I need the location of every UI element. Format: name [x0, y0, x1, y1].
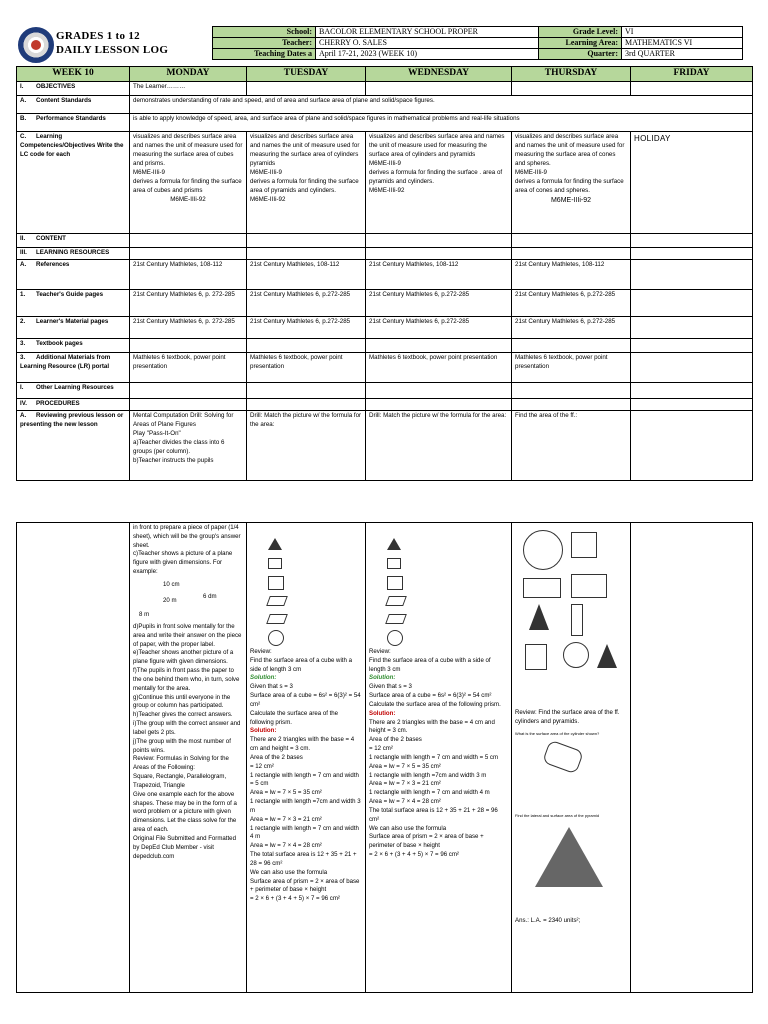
teachers-guide-wednesday: 21st Century Mathletes 6, p.272-285: [366, 289, 512, 316]
learners-material-wednesday: 21st Century Mathletes 6, p.272-285: [366, 316, 512, 338]
match-drill-picture-tuesday: [250, 524, 362, 648]
additional-materials-tuesday: Mathletes 6 textbook, power point presentation: [247, 352, 366, 382]
competencies-thursday: visualizes and describes surface area and names the unit of measure used for measuring the surface area of cones and spheres. M6ME-IIIi-9 derives a formula for finding the surface area of cones and spheres. M6ME-IIIi-92: [512, 131, 631, 233]
page2-wednesday: Review: Find the surface area of a cube with a side of length 3 cm Solution: Given that s = 3 Surface area of a cube = 6s² = 6(3)² = 54 cm² Calculate the surface area of the following prism. Solution: There are 2 triangles with the base = 4 cm and height = 3 cm. Area of the 2 bases = 12 cm² 1 rectangle with length = 7 cm and width = 5 cm Area = lw = 7 × 5 = 35 cm² 1 rectangle with length =7cm and width 3 m Area = lw = 7 × 3 = 21 cm² 1 rectangle with length = 7 cm and width 4 m Area = lw = 7 × 4 = 28 cm² The total surface area is 12 + 35 + 21 + 28 = 96 cm² We can also use the formula Surface area of prism = 2 × area of base + perimeter of base × height = 2 × 6 + (3 + 4 + 5) × 7 = 96 cm²: [366, 523, 512, 993]
wednesday-header: WEDNESDAY: [366, 67, 512, 82]
header-info-table: [212, 26, 743, 60]
area-shapes-picture: [515, 524, 627, 709]
fig-8m: 8 m: [139, 610, 150, 618]
area-label: Learning Area:: [539, 38, 622, 49]
references-tuesday: 21st Century Mathletes, 108-112: [247, 259, 366, 289]
learners-material-label: 2. Learner's Material pages: [17, 316, 130, 338]
teacher-value: CHERRY O. SALES: [316, 38, 539, 49]
area-value: MATHEMATICS VI: [622, 38, 743, 49]
references-label: A. References: [17, 259, 130, 289]
reviewing-label: A. Reviewing previous lesson or presenting the new lesson: [17, 410, 130, 480]
page2-thursday: Review: Find the surface area of the ff. cylinders and pyramids. What is the surface area of the cylinder shown? Find the lateral and surface area of the pyramid Ans.: L.A. = 2340 units²;: [512, 523, 631, 993]
competencies-tuesday: visualizes and describes surface area and names the unit of measure used for measuring the surface area of cylinders pyramids M6ME-IIIi-9 derives a formula for finding the surface area of pyramids and cylinders. M6ME-IIIi-92: [247, 131, 366, 233]
dates-value: April 17-21, 2023 (WEEK 10): [316, 49, 539, 60]
thursday-header: THURSDAY: [512, 67, 631, 82]
additional-materials-wednesday: Mathletes 6 textbook, power point presentation: [366, 352, 512, 382]
friday-header: FRIDAY: [631, 67, 753, 82]
competencies-wednesday: visualizes and describes surface area and names the unit of measure used for measuring the surface area of cylinders and pyramids M6ME-IIIi-9 derives a formula for finding the surface . area of pyramids and cylinders. M6ME-IIIi-92: [366, 131, 512, 233]
quarter-value: 3rd QUARTER: [622, 49, 743, 60]
grade-value: VI: [622, 27, 743, 38]
competencies-label: C. Learning Competencies/Objectives Write the LC code for each: [17, 131, 130, 233]
learning-resources-label: III. LEARNING RESOURCES: [17, 247, 130, 259]
quarter-label: Quarter:: [539, 49, 622, 60]
reviewing-monday: Mental Computation Drill: Solving for Areas of Plane Figures Play "Pass-It-On" a)Teacher divides the class into 6 groups (per column). b)Teacher instructs the pupils: [130, 410, 247, 480]
reviewing-thursday: Find the area of the ff.:: [512, 410, 631, 480]
reviewing-wednesday: Drill: Match the picture w/ the formula for the area:: [366, 410, 512, 480]
page2-monday: in front to prepare a piece of paper (1/4 sheet), which will be the group's answer sheet. c)Teacher shows a picture of a plane figure with given dimensions. For example: 10 cm 6 dm 20 m 8 m d)Pupils in front solve mentally for the area and write their answer on the piece of paper, with the proper label. e)Teacher shows another picture of a plane figure with given dimensions. f)The pupils in front pass the paper to the one behind them who, in turn, solve mentally for the area. g)Continue this until everyone in the group or column has participated. h)Teacher gives the correct answers. i)The group with the correct answer and label gets 2 pts. j)The group with the most number of points wins. Review: Formulas in Solving for the Areas of the Following: Square, Rectangle, Parallelogram, Trapezoid, Triangle Give one example each for the above shapes. These may be in the form of a word problem or a picture with given dimensions. Let the class solve for the area of each. Original File Submitted and Formatted by DepEd Club Member - visit depedclub.com: [130, 523, 247, 993]
content-label: II. CONTENT: [17, 233, 130, 247]
school-value: BACOLOR ELEMENTARY SCHOOL PROPER: [316, 27, 539, 38]
school-label: School:: [213, 27, 316, 38]
monday-header: MONDAY: [130, 67, 247, 82]
performance-standards-label: B. Performance Standards: [17, 113, 130, 131]
learners-material-thursday: 21st Century Mathletes 6, p.272-285: [512, 316, 631, 338]
answer-text: Ans.: L.A. = 2340 units²;: [515, 916, 581, 924]
additional-materials-thursday: Mathletes 6 textbook, power point presentation: [512, 352, 631, 382]
references-monday: 21st Century Mathletes, 108-112: [130, 259, 247, 289]
objectives-value: The Learner………: [130, 81, 247, 95]
content-standards-value: demonstrates understanding of rate and speed, and of area and surface area of plane and solid/space figures.: [130, 95, 753, 113]
teachers-guide-label: 1. Teacher's Guide pages: [17, 289, 130, 316]
friday-holiday: HOLIDAY: [631, 131, 753, 233]
learners-material-tuesday: 21st Century Mathletes 6, p.272-285: [247, 316, 366, 338]
content-standards-label: A. Content Standards: [17, 95, 130, 113]
competencies-monday: visualizes and describes surface area and names the unit of measure used for measuring the surface area of cubes and prisms. M6ME-IIIi-9 derives a formula for finding the surface area of cubes and prisms M6ME-IIIi-92: [130, 131, 247, 233]
references-thursday: 21st Century Mathletes, 108-112: [512, 259, 631, 289]
lesson-table-page1: [16, 66, 753, 481]
fig-20m: 20 m: [163, 596, 177, 604]
performance-standards-value: is able to apply knowledge of speed, area, and surface area of plane and solid/space figures in mathematical problems and real-life situations: [130, 113, 753, 131]
fig-10cm: 10 cm: [163, 580, 180, 588]
fig-6dm: 6 dm: [203, 592, 217, 600]
textbook-pages-label: 3. Textbook pages: [17, 338, 130, 352]
grades-title: GRADES 1 to 12: [56, 30, 140, 42]
objectives-label: I. OBJECTIVES: [17, 81, 130, 95]
week-header: WEEK 10: [17, 67, 130, 82]
teachers-guide-tuesday: 21st Century Mathletes 6, p.272-285: [247, 289, 366, 316]
additional-materials-label: 3. Additional Materials from Learning Resource (LR) portal: [17, 352, 130, 382]
dll-title: DAILY LESSON LOG: [56, 44, 169, 56]
learners-material-monday: 21st Century Mathletes 6, p. 272-285: [130, 316, 247, 338]
deped-seal-icon: [18, 27, 54, 63]
lesson-table-page2: [16, 522, 753, 993]
teacher-label: Teacher:: [213, 38, 316, 49]
tuesday-header: TUESDAY: [247, 67, 366, 82]
teachers-guide-thursday: 21st Century Mathletes 6, p.272-285: [512, 289, 631, 316]
other-resources-label: I. Other Learning Resources: [17, 382, 130, 398]
cylinder-question-picture: What is the surface area of the cylinder shown?: [515, 731, 627, 813]
match-drill-picture-wednesday: [369, 524, 508, 648]
grade-label: Grade Level:: [539, 27, 622, 38]
additional-materials-monday: Mathletes 6 textbook, power point presentation: [130, 352, 247, 382]
dates-label: Teaching Dates a: [213, 49, 316, 60]
reviewing-tuesday: Drill: Match the picture w/ the formula for the area:: [247, 410, 366, 480]
procedures-label: IV. PROCEDURES: [17, 398, 130, 410]
page2-tuesday: Review: Find the surface area of a cube with a side of length 3 cm Solution: Given that s = 3 Surface area of a cube = 6s² = 6(3)² = 54 cm² Calculate the surface area of the following prism. Solution: There are 2 triangles with the base = 4 cm and height = 3 cm. Area of the 2 bases = 12 cm² 1 rectangle with length = 7 cm and width = 5 cm Area = lw = 7 × 5 = 35 cm² 1 rectangle with length =7cm and width 3 m Area = lw = 7 × 3 = 21 cm² 1 rectangle with length = 7 cm and width 4 m Area = lw = 7 × 4 = 28 cm² The total surface area is 12 + 35 + 21 + 28 = 96 cm² We can also use the formula Surface area of prism = 2 × area of base + perimeter of base × height = 2 × 6 + (3 + 4 + 5) × 7 = 96 cm²: [247, 523, 366, 993]
teachers-guide-monday: 21st Century Mathletes 6, p. 272-285: [130, 289, 247, 316]
example-dimensions: [133, 577, 243, 623]
references-wednesday: 21st Century Mathletes, 108-112: [366, 259, 512, 289]
pyramid-question-picture: Find the lateral and surface area of the pyramid: [515, 813, 627, 913]
